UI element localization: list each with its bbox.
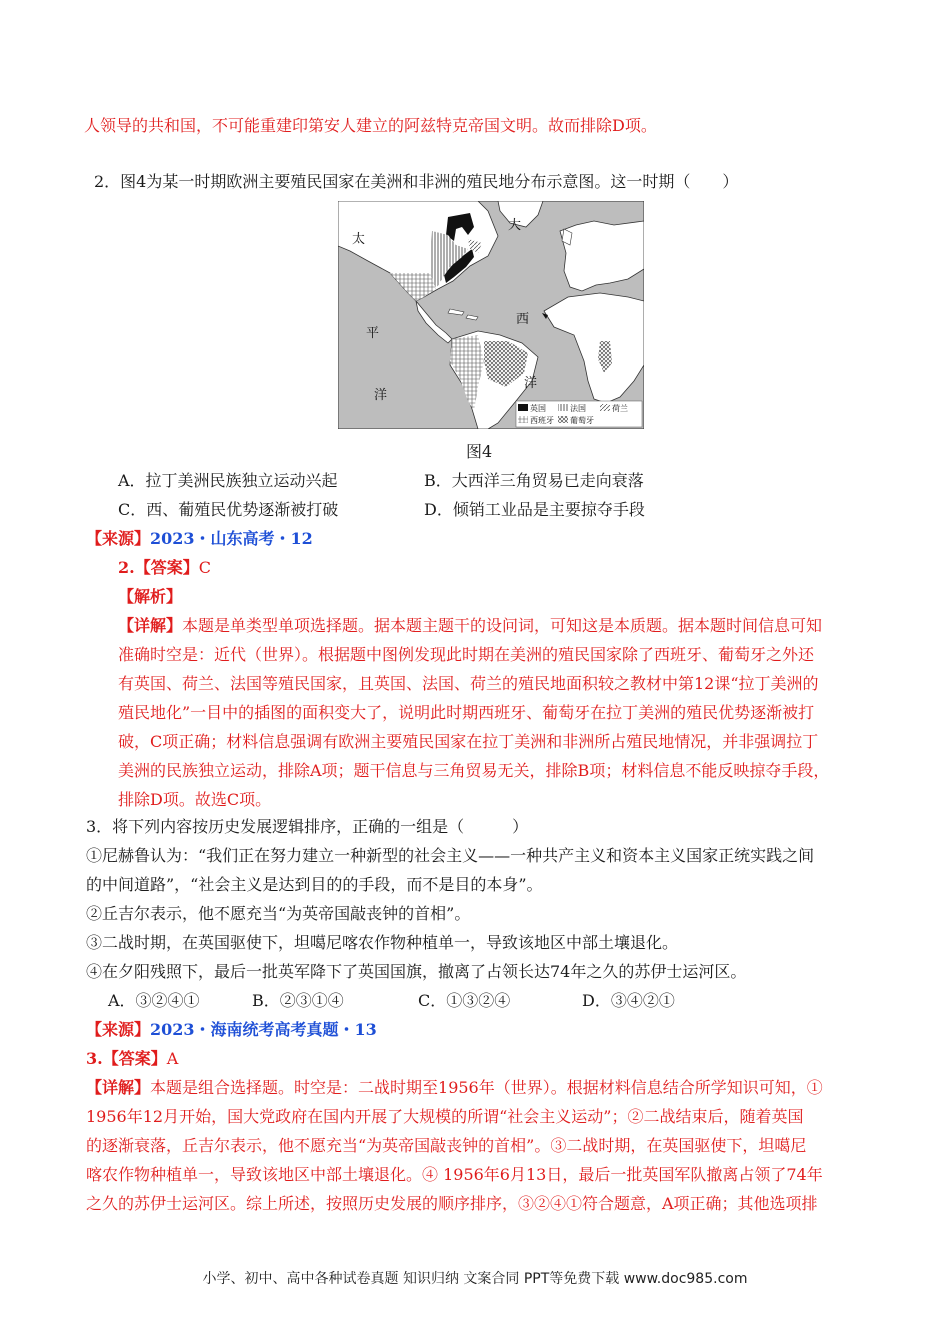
previous-answer-tail: 人领导的共和国，不可能重建印第安人建立的阿兹特克帝国文明。故而排除D项。 <box>84 116 657 135</box>
page-footer: 小学、初中、高中各种试卷真题 知识归纳 文案合同 PPT等免费下载 www.doc985.com <box>202 1271 748 1287</box>
q2-detail-line-1-text: 本题是单类型单项选择题。据本题主题干的设问词，可知这是本质题。据本题时间信息可知 <box>182 616 823 635</box>
legend-swatch-portugal <box>558 416 568 423</box>
legend-spain: 西班牙 <box>530 416 554 425</box>
q3-source <box>86 1020 377 1040</box>
legend-swatch-france <box>558 404 568 411</box>
ocean-label-yang: 洋 <box>374 388 388 403</box>
question-3-stem: 3．将下列内容按历史发展逻辑排序，正确的一组是（ ） <box>86 817 529 836</box>
q3-source-text: 2023・海南统考高考真题・13 <box>150 1020 377 1039</box>
legend-portugal: 葡萄牙 <box>570 416 594 425</box>
q2-option-c: C．西、葡殖民优势逐渐被打破 <box>118 500 339 519</box>
ocean-label-da: 大 <box>508 218 522 233</box>
q3-item-1-cont: 的中间道路”，“社会主义是达到目的的手段，而不是目的本身”。 <box>86 875 543 894</box>
q3-detail-line-1-text: 本题是组合选择题。时空是：二战时期至1956年（世界）。根据材料信息结合所学知识可知，① <box>150 1078 823 1097</box>
q3-item-4: ④在夕阳残照下，最后一批英军降下了英国国旗，撤离了占领长达74年之久的苏伊士运河区。 <box>86 962 747 981</box>
q2-detail-line-4: 殖民地化”一目中的插图的面积变大了，说明此时期西班牙、葡萄牙在拉丁美洲的殖民优势逐渐被打 <box>118 703 815 722</box>
q3-answer-value: A <box>166 1049 179 1068</box>
legend-swatch-england <box>518 404 528 411</box>
q2-source-tag: 【来源】 <box>86 529 151 548</box>
q2-detail-line-2: 准确时空是：近代（世界）。根据题中图例发现此时期在美洲的殖民国家除了西班牙、葡萄牙之外还 <box>118 645 815 664</box>
question-2-stem: 2．图4为某一时期欧洲主要殖民国家在美洲和非洲的殖民地分布示意图。这一时期（ ） <box>94 172 739 191</box>
ocean-label-ping: 平 <box>366 326 380 341</box>
q2-analysis-tag: 【解析】 <box>118 587 183 606</box>
ocean-label-tai: 太 <box>352 232 366 247</box>
q2-detail-tag: 【详解】 <box>118 616 183 635</box>
q2-option-b: B．大西洋三角贸易已走向衰落 <box>424 471 644 490</box>
q3-item-1: ①尼赫鲁认为：“我们正在努力建立一种新型的社会主义——一种共产主义和资本主义国家正统实践之间 <box>86 846 815 865</box>
legend-england: 英国 <box>530 404 546 413</box>
q3-detail-line-5: 之久的苏伊士运河区。综上所述，按照历史发展的顺序排序，③②④①符合题意，A项正确；其他选项排 <box>86 1194 818 1213</box>
q3-detail-line-1 <box>86 1078 823 1098</box>
q3-item-2: ②丘吉尔表示，他不愿充当“为英帝国敲丧钟的首相”。 <box>86 904 471 923</box>
q2-option-a: A．拉丁美洲民族独立运动兴起 <box>118 471 338 490</box>
q3-detail-line-4: 喀农作物种植单一，导致该地区中部土壤退化。④ 1956年6月13日，最后一批英国军队撤离占领了74年 <box>86 1165 823 1184</box>
q3-answer <box>86 1049 178 1069</box>
q2-source <box>86 529 313 549</box>
legend-swatch-spain <box>518 416 528 423</box>
figure-caption: 图4 <box>466 442 493 461</box>
q3-detail-line-2: 1956年12月开始，国大党政府在国内开展了大规模的所谓“社会主义运动”；②二战结束后，随着英国 <box>86 1107 804 1126</box>
q3-source-tag: 【来源】 <box>86 1020 151 1039</box>
ocean-label-yang-atlantic: 洋 <box>524 376 538 391</box>
legend-france: 法国 <box>570 404 586 413</box>
q2-detail-line-3: 有英国、荷兰、法国等殖民国家，且英国、法国、荷兰的殖民地面积较之教材中第12课“拉丁美洲的 <box>118 674 819 693</box>
q3-answer-tag: 3.【答案】 <box>86 1049 167 1068</box>
q3-option-b: B．②③①④ <box>252 991 344 1010</box>
q2-detail-line-7: 排除D项。故选C项。 <box>118 790 272 809</box>
colonial-map-figure <box>338 201 644 429</box>
q3-option-c: C．①③②④ <box>418 991 511 1010</box>
legend-netherlands: 荷兰 <box>612 404 628 413</box>
q2-answer-tag: 2.【答案】 <box>118 558 199 577</box>
q2-answer-value: C <box>198 558 211 577</box>
q2-detail-line-6: 美洲的民族独立运动，排除A项；题干信息与三角贸易无关，排除B项；材料信息不能反映掠夺手段， <box>118 761 830 780</box>
q2-option-d: D．倾销工业品是主要掠夺手段 <box>424 500 645 519</box>
q3-detail-tag: 【详解】 <box>86 1078 151 1097</box>
q3-item-3: ③二战时期，在英国驱使下，坦噶尼喀农作物种植单一，导致该地区中部土壤退化。 <box>86 933 679 952</box>
q2-answer <box>118 558 211 578</box>
legend-swatch-netherlands <box>600 404 610 411</box>
q2-detail-line-5: 破，C项正确；材料信息强调有欧洲主要殖民国家在拉丁美洲和非洲所占殖民地情况，并非强调拉丁 <box>118 732 819 751</box>
q3-option-a: A．③②④① <box>108 991 200 1010</box>
q2-source-text: 2023・山东高考・12 <box>150 529 313 548</box>
q3-option-d: D．③④②① <box>582 991 675 1010</box>
q2-detail-line-1 <box>118 616 822 636</box>
ocean-label-xi: 西 <box>516 312 530 327</box>
q3-detail-line-3: 的逐渐衰落，丘吉尔表示，他不愿充当“为英帝国敲丧钟的首相”。③二战时期，在英国驱使下，坦噶尼 <box>86 1136 807 1155</box>
map-legend <box>516 401 642 427</box>
